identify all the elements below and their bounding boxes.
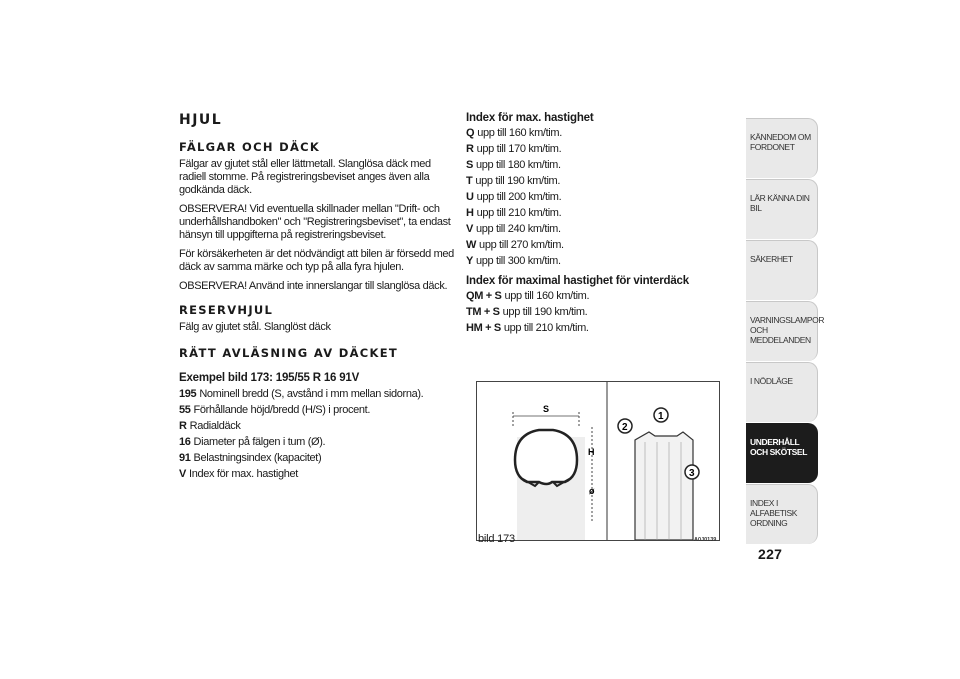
callout-3: 3: [689, 468, 695, 479]
tab-label: INDEX I ALFABETISK ORDNING: [750, 498, 798, 528]
tab-lar-kanna[interactable]: [746, 179, 818, 239]
paragraph-3: För körsäkerheten är det nödvändigt att bilen är försedd med däck av samma märke och typ på alla fyra hjulen.: [179, 248, 454, 273]
list-item: R upp till 170 km/tim.: [466, 143, 562, 155]
page-number: 227: [758, 546, 783, 562]
list-item: S upp till 180 km/tim.: [466, 159, 561, 171]
list-item: Q upp till 160 km/tim.: [466, 127, 562, 139]
tab-label: KÄNNEDOM OM FORDONET: [750, 132, 811, 152]
paragraph-2: OBSERVERA! Vid eventuella skillnader mellan "Drift- och underhållshandboken" och "Registreringsbeviset", ta endast hänsyn till uppgifterna på registreringsbeviset.: [179, 203, 451, 241]
paragraph-1: Fälgar av gjutet stål eller lättmetall. Slanglösa däck med radiell stomme. På registreringsbeviset anges även alla godkända däck.: [179, 158, 431, 196]
right-column: [466, 112, 716, 336]
tire-diagram: [477, 382, 719, 540]
page-title: HJUL: [179, 112, 223, 128]
speed-index-list: [466, 125, 716, 269]
list-item: W upp till 270 km/tim.: [466, 239, 564, 251]
list-item: U upp till 200 km/tim.: [466, 191, 562, 203]
tire-code-list: [179, 386, 454, 482]
tab-label: LÄR KÄNNA DIN BIL: [750, 193, 810, 213]
tab-varningslampor[interactable]: [746, 301, 825, 361]
heading-rims-tires: FÄLGAR OCH DÄCK: [179, 140, 321, 154]
rim-profile: [618, 408, 699, 540]
label-diameter: ø: [589, 486, 595, 496]
tire-figure: [476, 381, 720, 541]
figure-caption: bild 173: [478, 533, 515, 545]
label-s: S: [543, 404, 550, 414]
speed-index-title: Index för max. hastighet: [466, 112, 594, 124]
list-item: 55 Förhållande höjd/bredd (H/S) i procent.: [179, 404, 371, 416]
list-item: H upp till 210 km/tim.: [466, 207, 562, 219]
list-item: 195 Nominell bredd (S, avstånd i mm mellan sidorna).: [179, 388, 424, 400]
tab-index[interactable]: [746, 484, 818, 544]
left-column: [179, 112, 454, 482]
example-line: Exempel bild 173: 195/55 R 16 91V: [179, 372, 360, 384]
heading-reading-tire: RÄTT AVLÄSNING AV DÄCKET: [179, 346, 399, 360]
tire-cross-section: [513, 404, 595, 540]
tab-label: UNDERHÅLL OCH SKÖTSEL: [750, 437, 807, 457]
tab-sakerhet[interactable]: [746, 240, 818, 300]
list-item: R Radialdäck: [179, 420, 241, 432]
winter-index-title: Index för maximal hastighet för vinterdäck: [466, 275, 689, 287]
list-item: 91 Belastningsindex (kapacitet): [179, 452, 322, 464]
winter-index-list: [466, 288, 716, 336]
tab-label: SÄKERHET: [750, 254, 793, 264]
paragraph-4: OBSERVERA! Använd inte innerslangar till slanglösa däck.: [179, 280, 448, 292]
callout-1: 1: [658, 411, 664, 422]
tab-nodlage[interactable]: [746, 362, 818, 422]
spare-wheel-text: Fälg av gjutet stål. Slanglöst däck: [179, 321, 331, 333]
label-h: H: [588, 447, 595, 457]
list-item: V Index för max. hastighet: [179, 468, 298, 480]
list-item: TM + S upp till 190 km/tim.: [466, 306, 588, 318]
callout-2: 2: [622, 422, 628, 433]
tab-underhall[interactable]: [746, 423, 818, 483]
list-item: 16 Diameter på fälgen i tum (Ø).: [179, 436, 326, 448]
tab-label: VARNINGSLAMPOR OCH MEDDELANDEN: [750, 315, 825, 345]
heading-spare-wheel: RESERVHJUL: [179, 303, 274, 317]
list-item: QM + S upp till 160 km/tim.: [466, 290, 590, 302]
figure-code: A0J0139: [694, 537, 717, 543]
tab-kannedom[interactable]: [746, 118, 818, 178]
list-item: T upp till 190 km/tim.: [466, 175, 561, 187]
list-item: Y upp till 300 km/tim.: [466, 255, 561, 267]
tab-label: I NÖDLÄGE: [750, 376, 793, 386]
list-item: V upp till 240 km/tim.: [466, 223, 561, 235]
list-item: HM + S upp till 210 km/tim.: [466, 322, 589, 334]
